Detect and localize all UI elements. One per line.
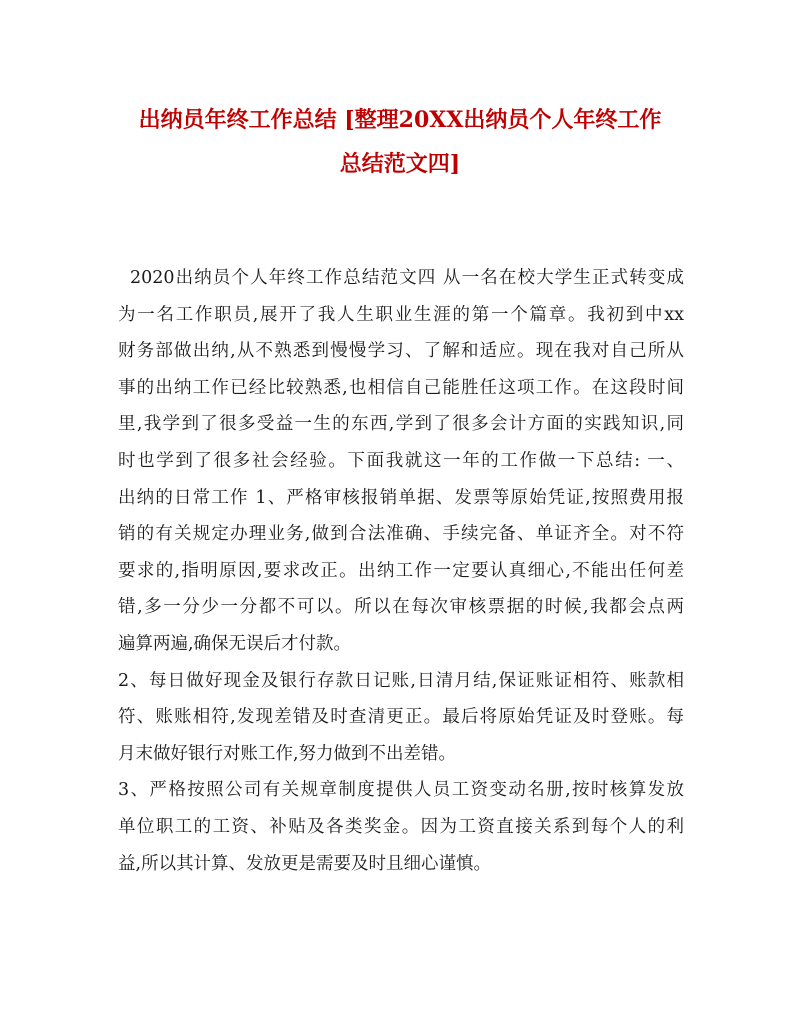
title-line: 出纳员年终工作总结 [整理20XX出纳员个人年终工作	[138, 107, 662, 133]
text-line: 财务部做出纳,从不熟悉到慢慢学习、了解和适应。现在我对自己所从	[118, 341, 684, 362]
text-line: 为一名工作职员,展开了我人生职业生涯的第一个篇章。我初到中xx	[118, 304, 684, 325]
text-line: 里,我学到了很多受益一生的东西,学到了很多会计方面的实践知识,同	[118, 414, 684, 435]
text-line: 销的有关规定办理业务,做到合法准确、手续完备、单证齐全。对不符	[118, 524, 684, 545]
text-line: 符、账账相符,发现差错及时查清更正。最后将原始凭证及时登账。每	[118, 707, 684, 728]
paragraph-2	[118, 663, 684, 773]
title-line: 总结范文四]	[339, 151, 461, 177]
text-line: 要求的,指明原因,要求改正。出纳工作一定要认真细心,不能出任何差	[118, 560, 684, 581]
text-line: 错,多一分少一分都不可以。所以在每次审核票据的时候,我都会点两	[118, 597, 684, 618]
text-line: 3、严格按照公司有关规章制度提供人员工资变动名册,按时核算发放	[118, 780, 684, 801]
text-line: 时也学到了很多社会经验。下面我就这一年的工作做一下总结: 一、	[118, 450, 684, 471]
text-line: 遍算两遍,确保无误后才付款。	[118, 633, 352, 654]
document-body	[118, 260, 684, 882]
text-line: 益,所以其计算、发放更是需要及时且细心谨慎。	[118, 853, 492, 874]
text-line: 事的出纳工作已经比较熟悉,也相信自己能胜任这项工作。在这段时间	[118, 377, 684, 398]
document-title	[100, 98, 700, 186]
paragraph-1	[118, 260, 684, 663]
text-line: 出纳的日常工作 1、严格审核报销单据、发票等原始凭证,按照费用报	[118, 487, 684, 508]
text-line: 2、每日做好现金及银行存款日记账,日清月结,保证账证相符、账款相	[118, 670, 684, 691]
text-line: 单位职工的工资、补贴及各类奖金。因为工资直接关系到每个人的利	[118, 816, 684, 837]
text-line: 月末做好银行对账工作,努力做到不出差错。	[118, 743, 457, 764]
text-line: 2020出纳员个人年终工作总结范文四 从一名在校大学生正式转变成	[130, 268, 684, 288]
paragraph-3	[118, 772, 684, 882]
